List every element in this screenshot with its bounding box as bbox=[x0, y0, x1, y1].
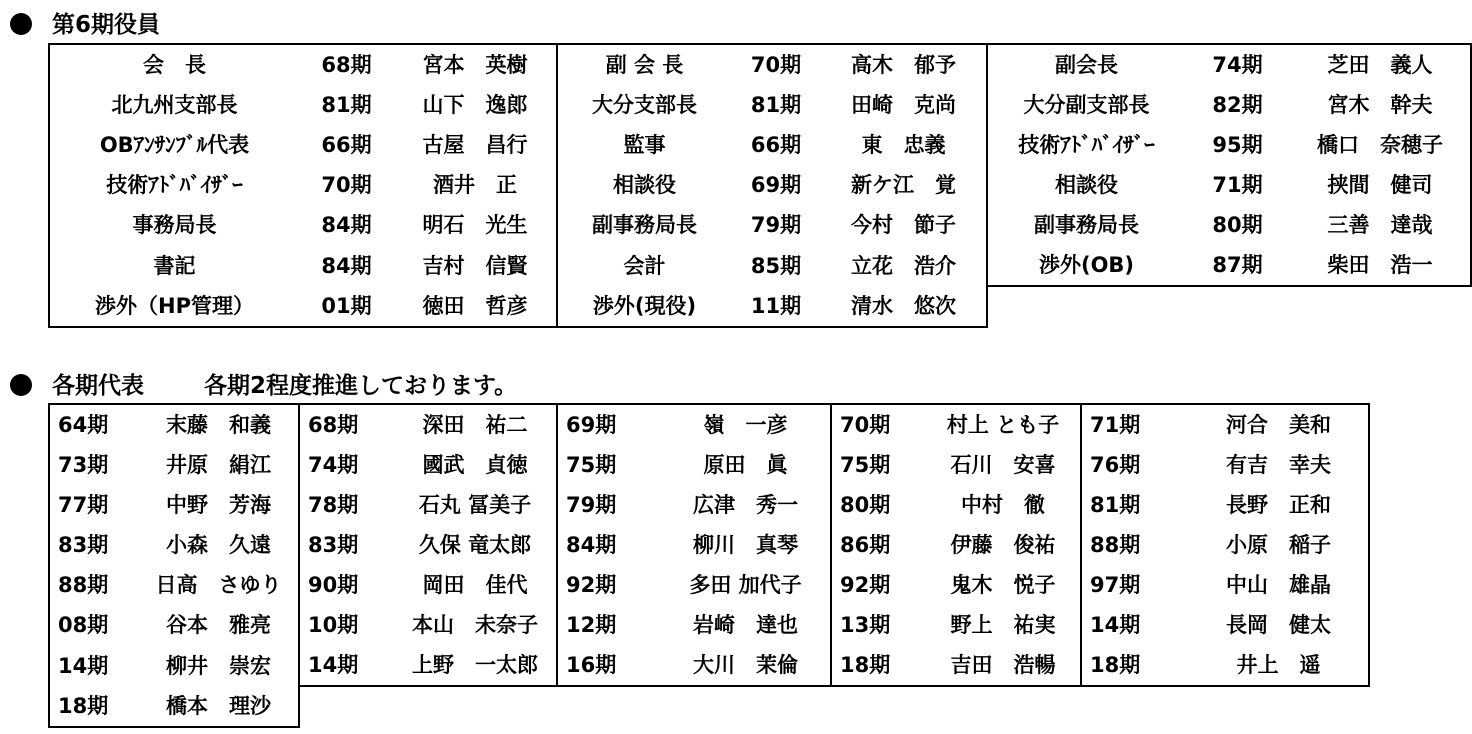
officer-term: 87期 bbox=[1185, 245, 1290, 286]
representative-name: 多田 加代子 bbox=[661, 565, 831, 605]
representative-term: 90期 bbox=[299, 565, 394, 605]
officer-term: 66期 bbox=[321, 133, 372, 157]
officer-name: 古屋 昌行 bbox=[394, 125, 557, 165]
officer-term: 84期 bbox=[321, 213, 372, 237]
officer-name: 東 忠義 bbox=[821, 125, 987, 165]
officer-name: 新ケ江 覚 bbox=[821, 165, 987, 205]
officer-name: 酒井 正 bbox=[394, 165, 557, 205]
representative-name: 末藤 和義 bbox=[139, 404, 299, 445]
section-heading-officers bbox=[10, 6, 160, 39]
officer-name: 柴田 浩一 bbox=[1290, 245, 1471, 286]
officer-role: 大分支部長 bbox=[557, 85, 731, 125]
officer-term: 74期 bbox=[1185, 44, 1290, 85]
representative-name: 石丸 冨美子 bbox=[394, 485, 557, 525]
officer-term: 70期 bbox=[321, 173, 372, 197]
representative-name: 鬼木 悦子 bbox=[926, 565, 1081, 605]
representative-term: 16期 bbox=[557, 645, 661, 686]
representative-row bbox=[49, 686, 1369, 727]
representative-term: 70期 bbox=[831, 404, 926, 445]
representative-term: 92期 bbox=[557, 565, 661, 605]
officer-role: 副事務局長 bbox=[557, 205, 731, 245]
officer-name: 宮本 英樹 bbox=[394, 44, 557, 85]
representative-name: 小原 稲子 bbox=[1189, 525, 1369, 565]
officer-term: 11期 bbox=[731, 286, 821, 327]
representative-name: 中野 芳海 bbox=[139, 485, 299, 525]
representative-name: 井原 絹江 bbox=[139, 445, 299, 485]
representative-term: 92期 bbox=[831, 565, 926, 605]
representative-term: 13期 bbox=[831, 605, 926, 645]
representative-term: 64期 bbox=[49, 404, 139, 445]
representative-term: 14期 bbox=[49, 645, 139, 686]
representative-row bbox=[49, 485, 1369, 525]
representative-name: 野上 祐実 bbox=[926, 605, 1081, 645]
officer-term: 01期 bbox=[299, 286, 394, 327]
officer-role: 相談役 bbox=[557, 165, 731, 205]
representative-term: 80期 bbox=[831, 485, 926, 525]
officer-term: 69期 bbox=[750, 173, 802, 197]
officer-name: 今村 節子 bbox=[821, 205, 987, 245]
officer-term: 81期 bbox=[321, 93, 372, 117]
representative-name: 吉田 浩暢 bbox=[926, 645, 1081, 686]
representative-name: 岩崎 達也 bbox=[661, 605, 831, 645]
representative-term: 18期 bbox=[831, 645, 926, 686]
officer-name: 三善 達哉 bbox=[1290, 205, 1471, 245]
officer-name: 清水 悠次 bbox=[821, 286, 987, 327]
representatives-table bbox=[48, 403, 1370, 728]
officer-role: 書記 bbox=[49, 245, 299, 286]
representative-term: 08期 bbox=[49, 605, 139, 645]
officer-role: OBｱﾝｻﾝﾌﾞﾙ代表 bbox=[49, 125, 299, 165]
officer-name: 高木 郁予 bbox=[821, 44, 987, 85]
officer-role: 技術ｱﾄﾞﾊﾞｲｻﾞｰ bbox=[987, 125, 1185, 165]
representative-term: 18期 bbox=[49, 686, 139, 727]
officer-term: 81期 bbox=[750, 93, 802, 117]
officer-role: 渉外(現役) bbox=[557, 286, 731, 327]
representative-name: 井上 遥 bbox=[1189, 645, 1369, 686]
officer-term: 95期 bbox=[1212, 133, 1263, 157]
representative-term: 88期 bbox=[1081, 525, 1189, 565]
officer-term: 80期 bbox=[1212, 213, 1263, 237]
representative-term: 68期 bbox=[299, 404, 394, 445]
officer-row bbox=[49, 85, 1471, 125]
representative-name: 大川 茉倫 bbox=[661, 645, 831, 686]
officer-term: 70期 bbox=[731, 44, 821, 85]
officer-term: 84期 bbox=[321, 253, 372, 278]
representative-name: 谷本 雅亮 bbox=[139, 605, 299, 645]
representative-name: 長野 正和 bbox=[1189, 485, 1369, 525]
officer-name: 橋口 奈穂子 bbox=[1290, 125, 1471, 165]
representative-term: 10期 bbox=[299, 605, 394, 645]
officer-role: 副事務局長 bbox=[987, 205, 1185, 245]
representative-name: 岡田 佳代 bbox=[394, 565, 557, 605]
officer-name: 芝田 義人 bbox=[1290, 44, 1471, 85]
representative-name: 小森 久遠 bbox=[139, 525, 299, 565]
representative-term: 69期 bbox=[557, 404, 661, 445]
bullet-icon bbox=[10, 13, 32, 35]
bullet-icon bbox=[10, 374, 32, 396]
representative-row bbox=[49, 525, 1369, 565]
representative-term: 83期 bbox=[299, 525, 394, 565]
officer-row bbox=[49, 205, 1471, 245]
representative-name: 本山 未奈子 bbox=[394, 605, 557, 645]
section-title: 各期代表 bbox=[52, 373, 144, 399]
representative-name: 國武 貞徳 bbox=[394, 445, 557, 485]
officer-row bbox=[49, 44, 1471, 85]
officer-term: 79期 bbox=[750, 213, 802, 237]
representative-term: 84期 bbox=[557, 525, 661, 565]
officer-name: 立花 浩介 bbox=[821, 245, 987, 286]
representative-row bbox=[49, 605, 1369, 645]
representative-name: 村上 とも子 bbox=[926, 404, 1081, 445]
representative-term: 77期 bbox=[49, 485, 139, 525]
representative-term: 79期 bbox=[557, 485, 661, 525]
representative-row bbox=[49, 404, 1369, 445]
officer-role: 副会長 bbox=[987, 44, 1185, 85]
officer-term: 82期 bbox=[1212, 93, 1263, 117]
representative-term: 97期 bbox=[1081, 565, 1189, 605]
officer-role: 技術ｱﾄﾞﾊﾞｲｻﾞｰ bbox=[49, 165, 299, 205]
officer-role: 事務局長 bbox=[49, 205, 299, 245]
representative-term: 76期 bbox=[1081, 445, 1189, 485]
officer-term: 85期 bbox=[750, 253, 802, 278]
representative-name: 嶺 一彦 bbox=[661, 404, 831, 445]
officer-term: 68期 bbox=[299, 44, 394, 85]
representative-term: 73期 bbox=[49, 445, 139, 485]
representative-name: 中村 徹 bbox=[926, 485, 1081, 525]
representative-name: 日高 さゆり bbox=[139, 565, 299, 605]
officer-row bbox=[49, 245, 1471, 286]
officer-role: 会 長 bbox=[49, 44, 299, 85]
officer-role: 大分副支部長 bbox=[987, 85, 1185, 125]
section-title: 第6期役員 bbox=[52, 12, 161, 38]
officer-name: 宮木 幹夫 bbox=[1290, 85, 1471, 125]
representative-row bbox=[49, 445, 1369, 485]
representative-name: 広津 秀一 bbox=[661, 485, 831, 525]
representative-name: 石川 安喜 bbox=[926, 445, 1081, 485]
representative-name: 深田 祐二 bbox=[394, 404, 557, 445]
officer-role: 渉外(OB) bbox=[987, 245, 1185, 286]
officer-term: 66期 bbox=[750, 133, 802, 157]
representative-name: 橋本 理沙 bbox=[139, 686, 299, 727]
representative-name: 上野 一太郎 bbox=[394, 645, 557, 686]
officer-name: 山下 逸郎 bbox=[394, 85, 557, 125]
representative-term: 18期 bbox=[1081, 645, 1189, 686]
representative-name: 長岡 健太 bbox=[1189, 605, 1369, 645]
officer-row bbox=[49, 165, 1471, 205]
officer-role: 相談役 bbox=[987, 165, 1185, 205]
representative-term: 14期 bbox=[1081, 605, 1189, 645]
representative-term: 14期 bbox=[299, 645, 394, 686]
officer-name: 挟間 健司 bbox=[1290, 165, 1471, 205]
representative-name: 有吉 幸夫 bbox=[1189, 445, 1369, 485]
officer-name: 徳田 哲彦 bbox=[394, 286, 557, 327]
representative-term: 81期 bbox=[1081, 485, 1189, 525]
representative-term: 71期 bbox=[1081, 404, 1189, 445]
officers-table bbox=[48, 43, 1472, 328]
representative-term: 75期 bbox=[831, 445, 926, 485]
representative-name: 伊藤 俊祐 bbox=[926, 525, 1081, 565]
representative-name: 河合 美和 bbox=[1189, 404, 1369, 445]
officer-role: 会計 bbox=[557, 245, 731, 286]
representative-term: 88期 bbox=[49, 565, 139, 605]
officer-role: 渉外（HP管理） bbox=[49, 286, 299, 327]
officer-role: 北九州支部長 bbox=[49, 85, 299, 125]
officer-name: 田崎 克尚 bbox=[821, 85, 987, 125]
representative-term: 74期 bbox=[299, 445, 394, 485]
representative-name: 中山 雄晶 bbox=[1189, 565, 1369, 605]
representative-name: 柳川 真琴 bbox=[661, 525, 831, 565]
section-heading-representatives bbox=[10, 367, 517, 400]
representative-term: 78期 bbox=[299, 485, 394, 525]
representative-row bbox=[49, 645, 1369, 686]
section-note: 各期2程度推進しております。 bbox=[204, 373, 518, 399]
representative-term: 75期 bbox=[557, 445, 661, 485]
representative-term: 12期 bbox=[557, 605, 661, 645]
officer-row bbox=[49, 286, 1471, 327]
representative-row bbox=[49, 565, 1369, 605]
representative-name: 柳井 崇宏 bbox=[139, 645, 299, 686]
officer-name: 明石 光生 bbox=[394, 205, 557, 245]
representative-name: 久保 竜太郎 bbox=[394, 525, 557, 565]
representative-term: 83期 bbox=[49, 525, 139, 565]
officer-term: 71期 bbox=[1212, 173, 1263, 197]
officer-name: 吉村 信賢 bbox=[394, 245, 557, 286]
officer-role: 副 会 長 bbox=[557, 44, 731, 85]
representative-name: 原田 眞 bbox=[661, 445, 831, 485]
representative-term: 86期 bbox=[831, 525, 926, 565]
officer-role: 監事 bbox=[557, 125, 731, 165]
officer-row bbox=[49, 125, 1471, 165]
